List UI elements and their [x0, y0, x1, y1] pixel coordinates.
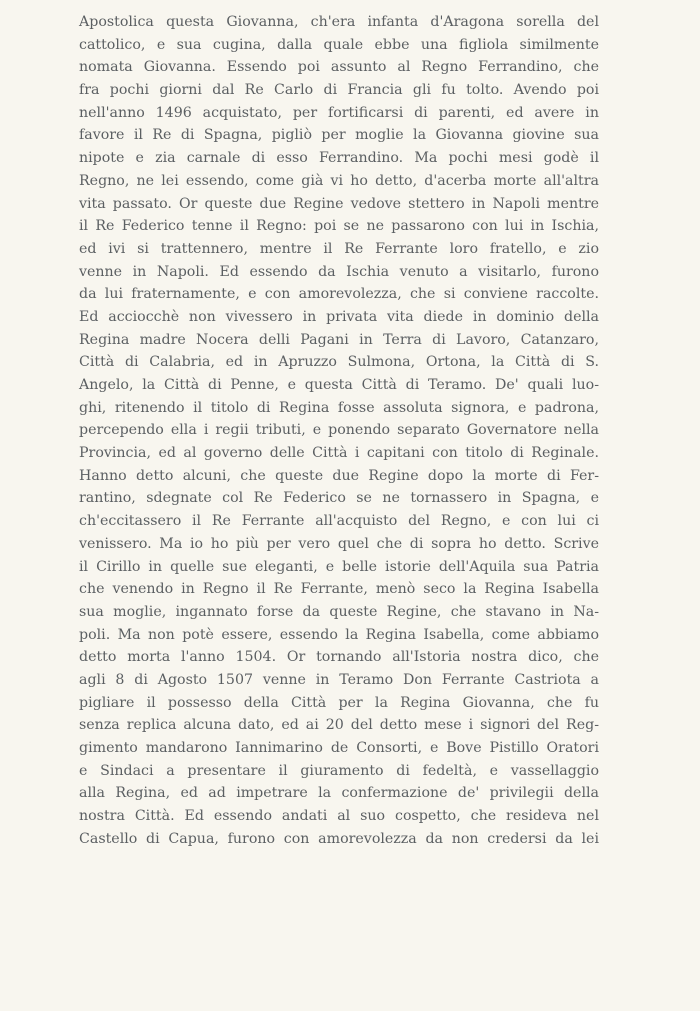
text-line: il Re Federico tenne il Regno: poi se ne passarono con lui in Ischia,: [79, 218, 599, 235]
text-line: venissero. Ma io ho più per vero quel che di sopra ho detto. Scrive: [79, 535, 599, 552]
text-line: Regina madre Nocera delli Pagani in Terra di Lavoro, Catanzaro,: [79, 331, 599, 348]
text-line: cattolico, e sua cugina, dalla quale ebbe una figliola similmente: [79, 36, 599, 53]
text-line: alla Regina, ed ad impetrare la confermazione de' privilegii della: [79, 785, 599, 802]
text-line: da lui fraternamente, e con amorevolezza, che si conviene raccolte.: [79, 286, 599, 303]
text-line: nomata Giovanna. Essendo poi assunto al Regno Ferrandino, che: [79, 59, 599, 76]
text-line: venne in Napoli. Ed essendo da Ischia venuto a visitarlo, furono: [79, 263, 599, 280]
text-line: Ed acciocchè non vivessero in privata vita diede in dominio della: [79, 308, 599, 325]
text-line: e Sindaci a presentare il giuramento di fedeltà, e vassellaggio: [79, 762, 599, 779]
text-line: percependo ella i regii tributi, e ponendo separato Governatore nella: [79, 422, 599, 439]
text-line: sua moglie, ingannato forse da queste Regine, che stavano in Na-: [79, 603, 599, 620]
text-line: rantino, sdegnate col Re Federico se ne tornassero in Spagna, e: [79, 490, 599, 507]
text-line: Città di Calabria, ed in Apruzzo Sulmona, Ortona, la Città di S.: [79, 354, 599, 371]
text-line: Provincia, ed al governo delle Città i capitani con titolo di Reginale.: [79, 445, 599, 462]
text-line: Regno, ne lei essendo, come già vi ho detto, d'acerba morte all'altra: [79, 172, 599, 189]
text-line: Angelo, la Città di Penne, e questa Città di Teramo. De' quali luo-: [79, 377, 599, 393]
text-line: favore il Re di Spagna, pigliò per moglie la Giovanna giovine sua: [79, 127, 599, 144]
text-line: detto morta l'anno 1504. Or tornando all'Istoria nostra dico, che: [79, 649, 599, 666]
text-line: che venendo in Regno il Re Ferrante, menò seco la Regina Isabella: [79, 581, 599, 598]
text-line: gimento mandarono Iannimarino de Consorti, e Bove Pistillo Oratori: [79, 740, 599, 756]
text-line: pigliare il possesso della Città per la Regina Giovanna, che fu: [79, 694, 599, 711]
text-line: il Cirillo in quelle sue eleganti, e belle istorie dell'Aquila sua Patria: [79, 558, 599, 575]
text-line: poli. Ma non potè essere, essendo la Regina Isabella, come abbiamo: [79, 626, 599, 643]
text-line: Castello di Capua, furono con amorevolezza da non credersi da lei: [79, 830, 599, 847]
text-line: agli 8 di Agosto 1507 venne in Teramo Don Ferrante Castriota a: [79, 671, 599, 688]
text-line: senza replica alcuna dato, ed ai 20 del detto mese i signori del Reg-: [79, 717, 599, 734]
text-line: ch'eccitassero il Re Ferrante all'acquisto del Regno, e con lui ci: [79, 513, 599, 530]
text-line: Apostolica questa Giovanna, ch'era infanta d'Aragona sorella del: [79, 14, 599, 30]
text-line: nell'anno 1496 acquistato, per fortificarsi di parenti, ed avere in: [79, 104, 599, 121]
text-line: Hanno detto alcuni, che queste due Regine dopo la morte di Fer-: [79, 467, 599, 484]
body-text: [79, 11, 599, 850]
text-line: nipote e zia carnale di esso Ferrandino. Ma pochi mesi godè il: [79, 150, 599, 167]
text-line: ed ivi si trattennero, mentre il Re Ferrante loro fratello, e zio: [79, 240, 599, 257]
text-line: nostra Città. Ed essendo andati al suo cospetto, che resideva nel: [79, 808, 599, 825]
text-line: fra pochi giorni dal Re Carlo di Francia gli fu tolto. Avendo poi: [79, 82, 599, 99]
text-line: ghi, ritenendo il titolo di Regina fosse assoluta signora, e padrona,: [79, 399, 599, 416]
text-line: vita passato. Or queste due Regine vedove stettero in Napoli mentre: [79, 195, 599, 212]
